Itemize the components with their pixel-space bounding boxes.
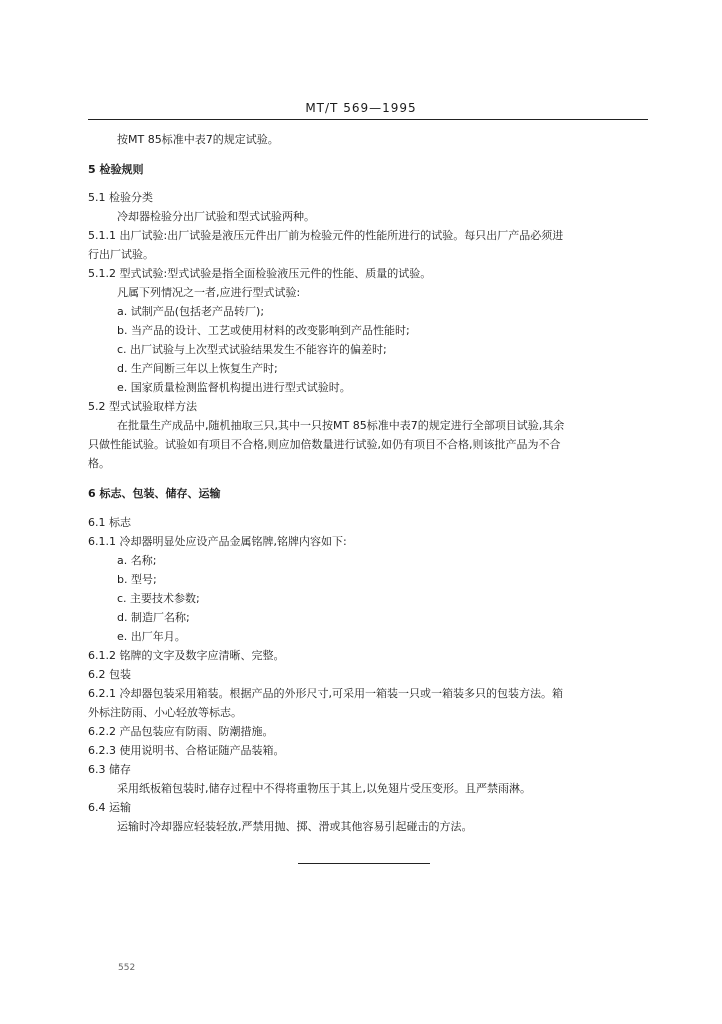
end-rule bbox=[298, 863, 430, 864]
text-line: 格。 bbox=[88, 457, 110, 470]
text-line: 只做性能试验。试验如有项目不合格,则应加倍数量进行试验,如仍有项目不合格,则该批产品为不合 bbox=[88, 438, 561, 451]
text-line: 6.2.3 使用说明书、合格证随产品装箱。 bbox=[88, 744, 285, 757]
subsection-heading: 6.2 包装 bbox=[88, 668, 131, 681]
text-line: 6.1.1 冷却器明显处应设产品金属铭牌,铭牌内容如下: bbox=[88, 535, 347, 548]
list-item: e. 出厂年月。 bbox=[117, 630, 186, 643]
list-item: b. 型号; bbox=[117, 573, 157, 586]
list-item: c. 主要技术参数; bbox=[117, 592, 200, 605]
text-line: 6.2.2 产品包装应有防雨、防潮措施。 bbox=[88, 725, 274, 738]
subsection-heading: 6.1 标志 bbox=[88, 516, 131, 529]
page-header: MT/T 569—1995 bbox=[305, 101, 417, 115]
text-line: 在批量生产成品中,随机抽取三只,其中一只按MT 85标准中表7的规定进行全部项目试验,其余 bbox=[117, 419, 565, 432]
list-item: a. 名称; bbox=[117, 554, 157, 567]
subsection-heading: 6.4 运输 bbox=[88, 801, 131, 814]
list-item: d. 生产间断三年以上恢复生产时; bbox=[117, 362, 278, 375]
subsection-heading: 6.3 储存 bbox=[88, 763, 131, 776]
text-line: 凡属下列情况之一者,应进行型式试验: bbox=[117, 286, 301, 299]
list-item: b. 当产品的设计、工艺或使用材料的改变影响到产品性能时; bbox=[117, 324, 410, 337]
text-line: 运输时冷却器应轻装轻放,严禁用抛、掷、滑或其他容易引起碰击的方法。 bbox=[117, 820, 473, 833]
text-line: 6.1.2 铭牌的文字及数字应清晰、完整。 bbox=[88, 649, 285, 662]
section-heading: 6 标志、包装、储存、运输 bbox=[88, 487, 221, 500]
page-number: 552 bbox=[118, 963, 136, 973]
text-line: 冷却器检验分出厂试验和型式试验两种。 bbox=[117, 210, 315, 223]
header-rule bbox=[88, 119, 648, 120]
text-line: 6.2.1 冷却器包装采用箱装。根据产品的外形尺寸,可采用一箱装一只或一箱装多只的包装方法。箱 bbox=[88, 687, 563, 700]
text-line: 按MT 85标准中表7的规定试验。 bbox=[117, 133, 279, 146]
text-line: 采用纸板箱包装时,储存过程中不得将重物压于其上,以免翅片受压变形。且严禁雨淋。 bbox=[117, 782, 531, 795]
list-item: c. 出厂试验与上次型式试验结果发生不能容许的偏差时; bbox=[117, 343, 387, 356]
list-item: a. 试制产品(包括老产品转厂); bbox=[117, 305, 265, 318]
subsection-heading: 5.2 型式试验取样方法 bbox=[88, 400, 197, 413]
text-line: 行出厂试验。 bbox=[88, 248, 154, 261]
text-line: 外标注防雨、小心轻放等标志。 bbox=[88, 706, 242, 719]
list-item: e. 国家质量检测监督机构提出进行型式试验时。 bbox=[117, 381, 351, 394]
list-item: d. 制造厂名称; bbox=[117, 611, 190, 624]
subsection-heading: 5.1 检验分类 bbox=[88, 191, 153, 204]
section-heading: 5 检验规则 bbox=[88, 163, 144, 176]
text-line: 5.1.2 型式试验:型式试验是指全面检验液压元件的性能、质量的试验。 bbox=[88, 267, 432, 280]
text-line: 5.1.1 出厂试验:出厂试验是液压元件出厂前为检验元件的性能所进行的试验。每只出厂产品必须进 bbox=[88, 229, 564, 242]
